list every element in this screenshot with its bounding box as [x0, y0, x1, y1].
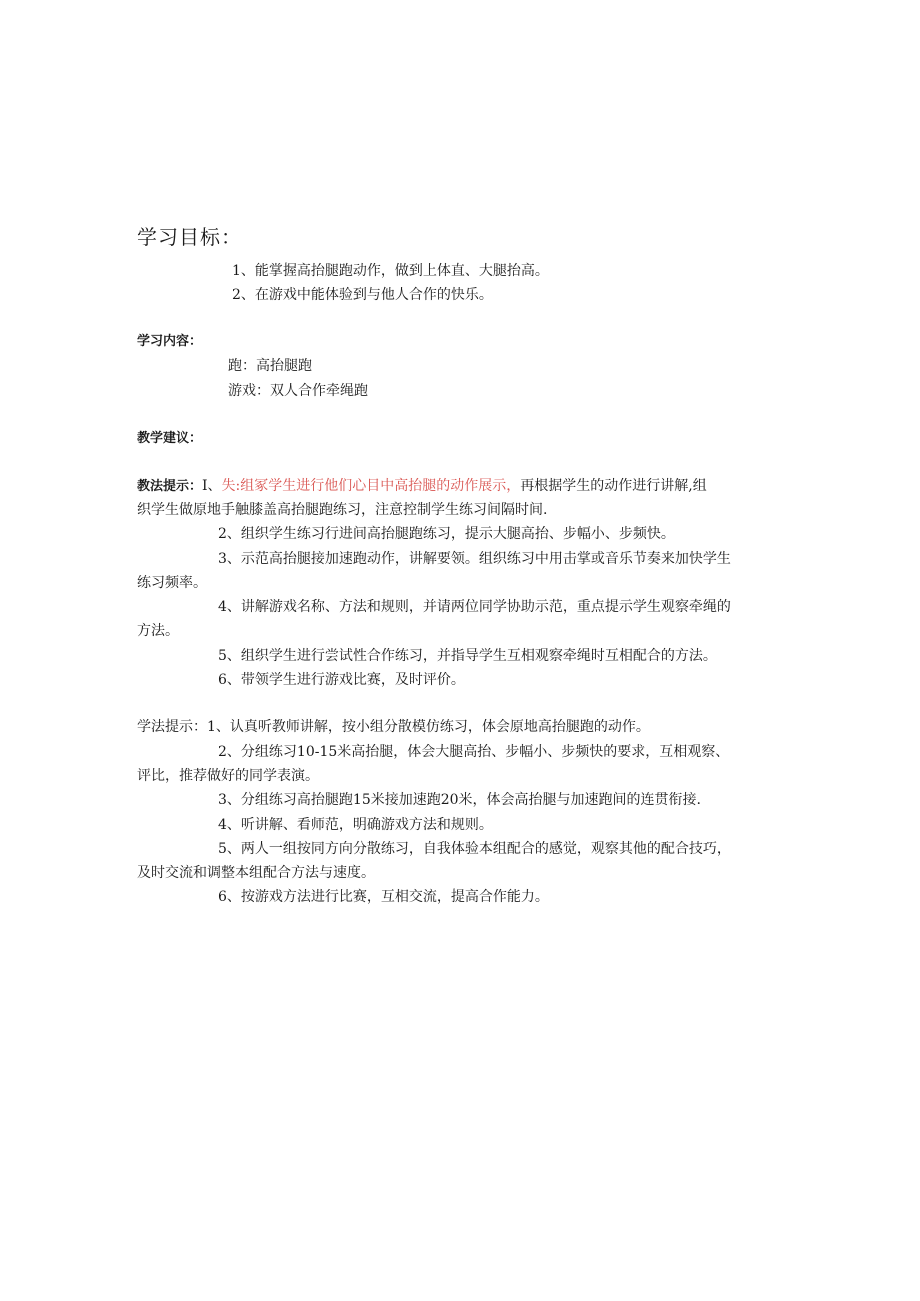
- objectives-title: 学习目标：: [137, 225, 242, 249]
- learning-item-1: 1、认真听教师讲解，按小组分散模仿练习，体会原地高抬腿跑的动作。: [207, 719, 650, 735]
- teaching-item-1-prefix: I、: [202, 478, 222, 494]
- learning-item-5-line-1: 5、两人一组按同方向分散练习，自我体验本组配合的感觉，观察其他的配合技巧，: [218, 841, 731, 857]
- teaching-item-4-line-2: 方法。: [137, 623, 179, 639]
- teaching-item-1-line-2: 织学生做原地手触膝盖高抬腿跑练习，注意控制学生练习间隔时间.: [137, 502, 548, 518]
- learning-item-6: 6、按游戏方法进行比赛，互相交流，提高合作能力。: [218, 889, 549, 905]
- teaching-item-1-highlight: 失:组冢学生进行他们心目中高抬腿的动作展示，: [221, 478, 521, 494]
- teaching-item-3-line-1: 3、示范高抬腿接加速跑动作，讲解要领。组织练习中用击掌或音乐节奏来加快学生: [218, 551, 731, 567]
- teaching-item-5: 5、组织学生进行尝试性合作练习，并指导学生互相观察牵绳时互相配合的方法。: [218, 648, 717, 664]
- suggestions-title: 教学建议：: [137, 431, 203, 446]
- learning-label: 学法提示：: [137, 719, 207, 735]
- teaching-item-2: 2、组织学生练习行进间高抬腿跑练习，提示大腿高抬、步幅小、步频快。: [218, 526, 675, 542]
- learning-item-2-line-1: 2、分组练习10-15米高抬腿，体会大腿高抬、步幅小、步频快的要求，互相观察、: [218, 744, 730, 760]
- content-item-game: 游戏：双人合作牵绳跑: [228, 383, 368, 399]
- teaching-label: 教法提示：: [137, 479, 203, 494]
- teaching-item-4-line-1: 4、讲解游戏名称、方法和规则，并请两位同学协助示范，重点提示学生观察牵绳的: [218, 599, 731, 615]
- teaching-item-1-rest: 再根据学生的动作进行讲解,组: [520, 478, 707, 494]
- content-title: 学习内容：: [137, 334, 203, 349]
- learning-item-1-line: [137, 717, 650, 737]
- learning-item-5-line-2: 及时交流和调整本组配合方法与速度。: [137, 865, 375, 881]
- content-item-run: 跑：高抬腿跑: [228, 358, 312, 374]
- objective-item-1: 1、能掌握高抬腿跑动作，做到上体直、大腿抬高。: [232, 263, 549, 279]
- learning-item-4: 4、听讲解、看师范，明确游戏方法和规则。: [218, 817, 493, 833]
- learning-item-3: 3、分组练习高抬腿跑15米接加速跑20米，体会高抬腿与加速跑间的连贯衔接.: [218, 792, 701, 808]
- learning-item-2-line-2: 评比，推荐做好的同学表演。: [137, 768, 319, 784]
- objective-item-2: 2、在游戏中能体验到与他人合作的快乐。: [232, 287, 493, 303]
- teaching-item-1-line-1: [137, 476, 707, 497]
- teaching-item-6: 6、带领学生进行游戏比赛，及时评价。: [218, 672, 465, 688]
- teaching-item-3-line-2: 练习频率。: [137, 575, 207, 591]
